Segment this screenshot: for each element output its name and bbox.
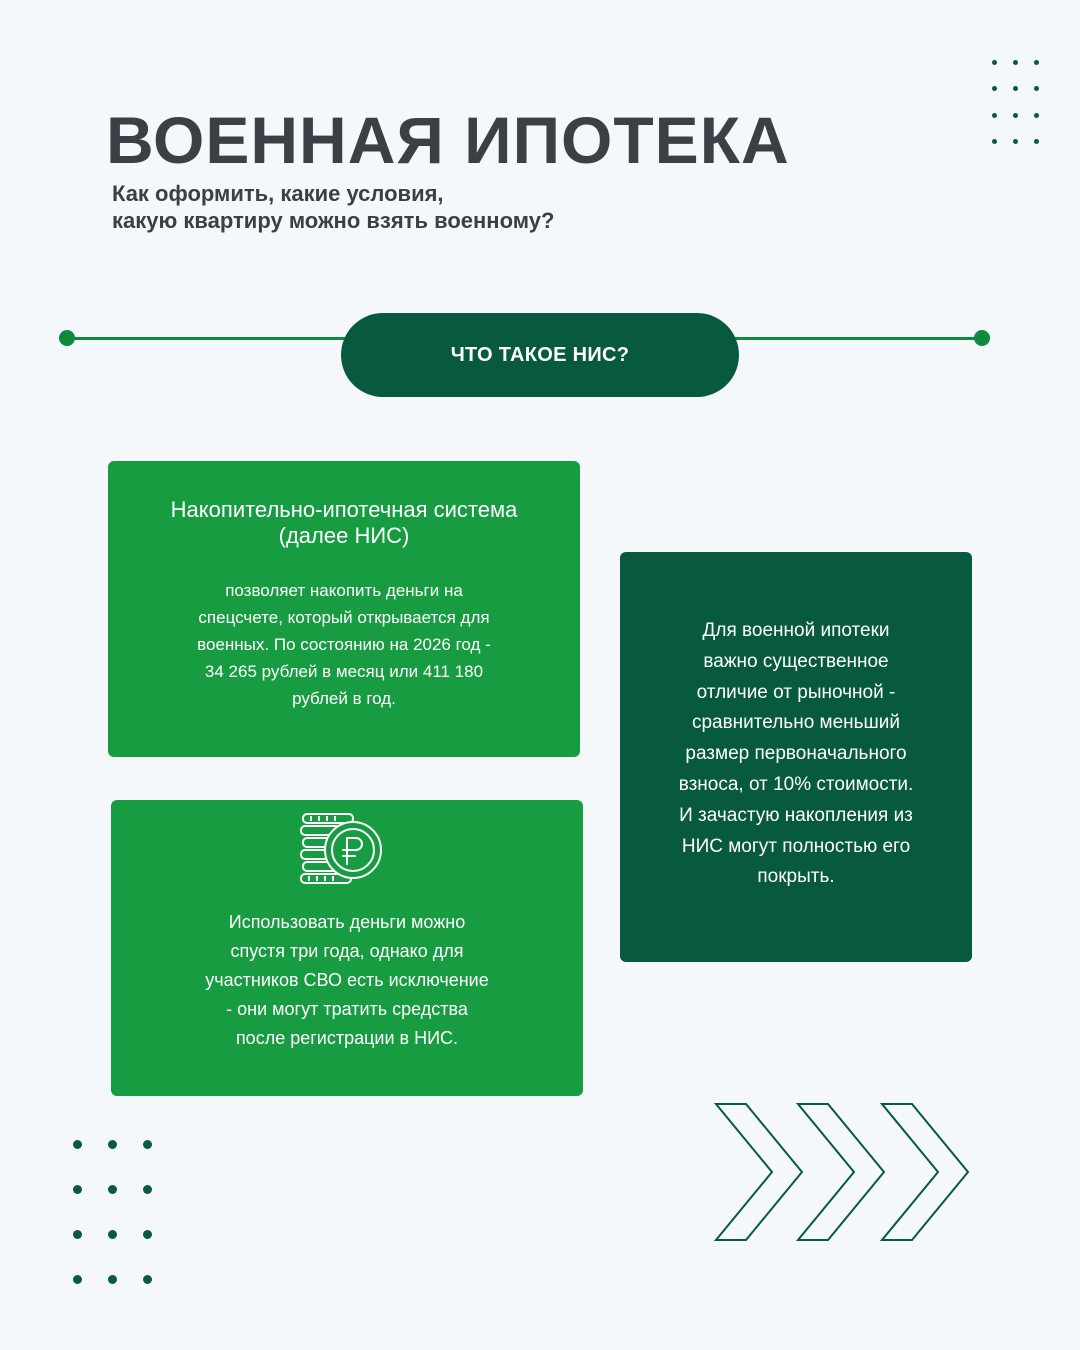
dot [108, 1185, 117, 1194]
dot [143, 1275, 152, 1284]
dot [1013, 60, 1018, 65]
text-line: взноса, от 10% стоимости. [678, 773, 914, 795]
dot [143, 1140, 152, 1149]
heading-line: Накопительно-ипотечная система [170, 497, 518, 522]
heading-line: (далее НИС) [278, 523, 410, 548]
page-subtitle [112, 180, 554, 234]
section-label-pill [341, 313, 739, 397]
text-line: размер первоначального [685, 743, 907, 765]
section-label: ЧТО ТАКОЕ НИС? [450, 343, 630, 366]
dot [73, 1185, 82, 1194]
card-text [644, 616, 948, 893]
dot [1013, 139, 1018, 144]
card-text [161, 908, 533, 1053]
text-line: спецсчете, который открывается для [198, 608, 490, 627]
dot [1034, 60, 1039, 65]
card-text [138, 577, 550, 712]
dot [1034, 139, 1039, 144]
ruble-coins-icon [299, 806, 395, 886]
text-line: рублей в год. [292, 689, 396, 708]
dot [73, 1140, 82, 1149]
mortgage-difference-card [620, 552, 972, 962]
dot [108, 1230, 117, 1239]
page-title: ВОЕННАЯ ИПОТЕКА [106, 103, 790, 177]
text-line: участников СВО есть исключение [205, 970, 489, 990]
dot [992, 139, 997, 144]
divider-dot-left [59, 330, 75, 346]
subtitle-line: Как оформить, какие условия, [112, 181, 444, 206]
dot [73, 1275, 82, 1284]
dot [73, 1230, 82, 1239]
dot [143, 1185, 152, 1194]
text-line: - они могут тратить средства [226, 999, 468, 1019]
nis-definition-card [108, 461, 580, 757]
text-line: НИС могут полностью его [681, 835, 911, 857]
text-line: важно существенное [703, 650, 889, 672]
top-dot-grid [992, 60, 1042, 146]
text-line: позволяет накопить деньги на [225, 581, 463, 600]
divider-dot-right [974, 330, 990, 346]
text-line: военных. По состоянию на 2026 год - [197, 635, 491, 654]
dot [108, 1275, 117, 1284]
nis-usage-card [111, 800, 583, 1096]
dot [992, 60, 997, 65]
dot [992, 86, 997, 91]
text-line: И зачастую накопления из [679, 804, 913, 826]
text-line: после регистрации в НИС. [235, 1028, 459, 1048]
dot [992, 113, 997, 118]
subtitle-line: какую квартиру можно взять военному? [112, 208, 555, 233]
dot [1034, 86, 1039, 91]
bottom-dot-grid [73, 1140, 157, 1286]
dot [1013, 86, 1018, 91]
chevrons-arrow-icon [712, 1100, 974, 1244]
text-line: Для военной ипотеки [702, 620, 890, 641]
text-line: отличие от рыночной - [696, 681, 896, 703]
dot [108, 1140, 117, 1149]
dot [143, 1230, 152, 1239]
dot [1013, 113, 1018, 118]
text-line: спустя три года, однако для [230, 941, 464, 961]
dot [1034, 113, 1039, 118]
card-heading [138, 497, 550, 549]
text-line: покрыть. [757, 866, 835, 888]
text-line: 34 265 рублей в месяц или 411 180 [204, 662, 484, 681]
text-line: сравнительно меньший [691, 712, 901, 734]
text-line: Использовать деньги можно [228, 912, 466, 932]
